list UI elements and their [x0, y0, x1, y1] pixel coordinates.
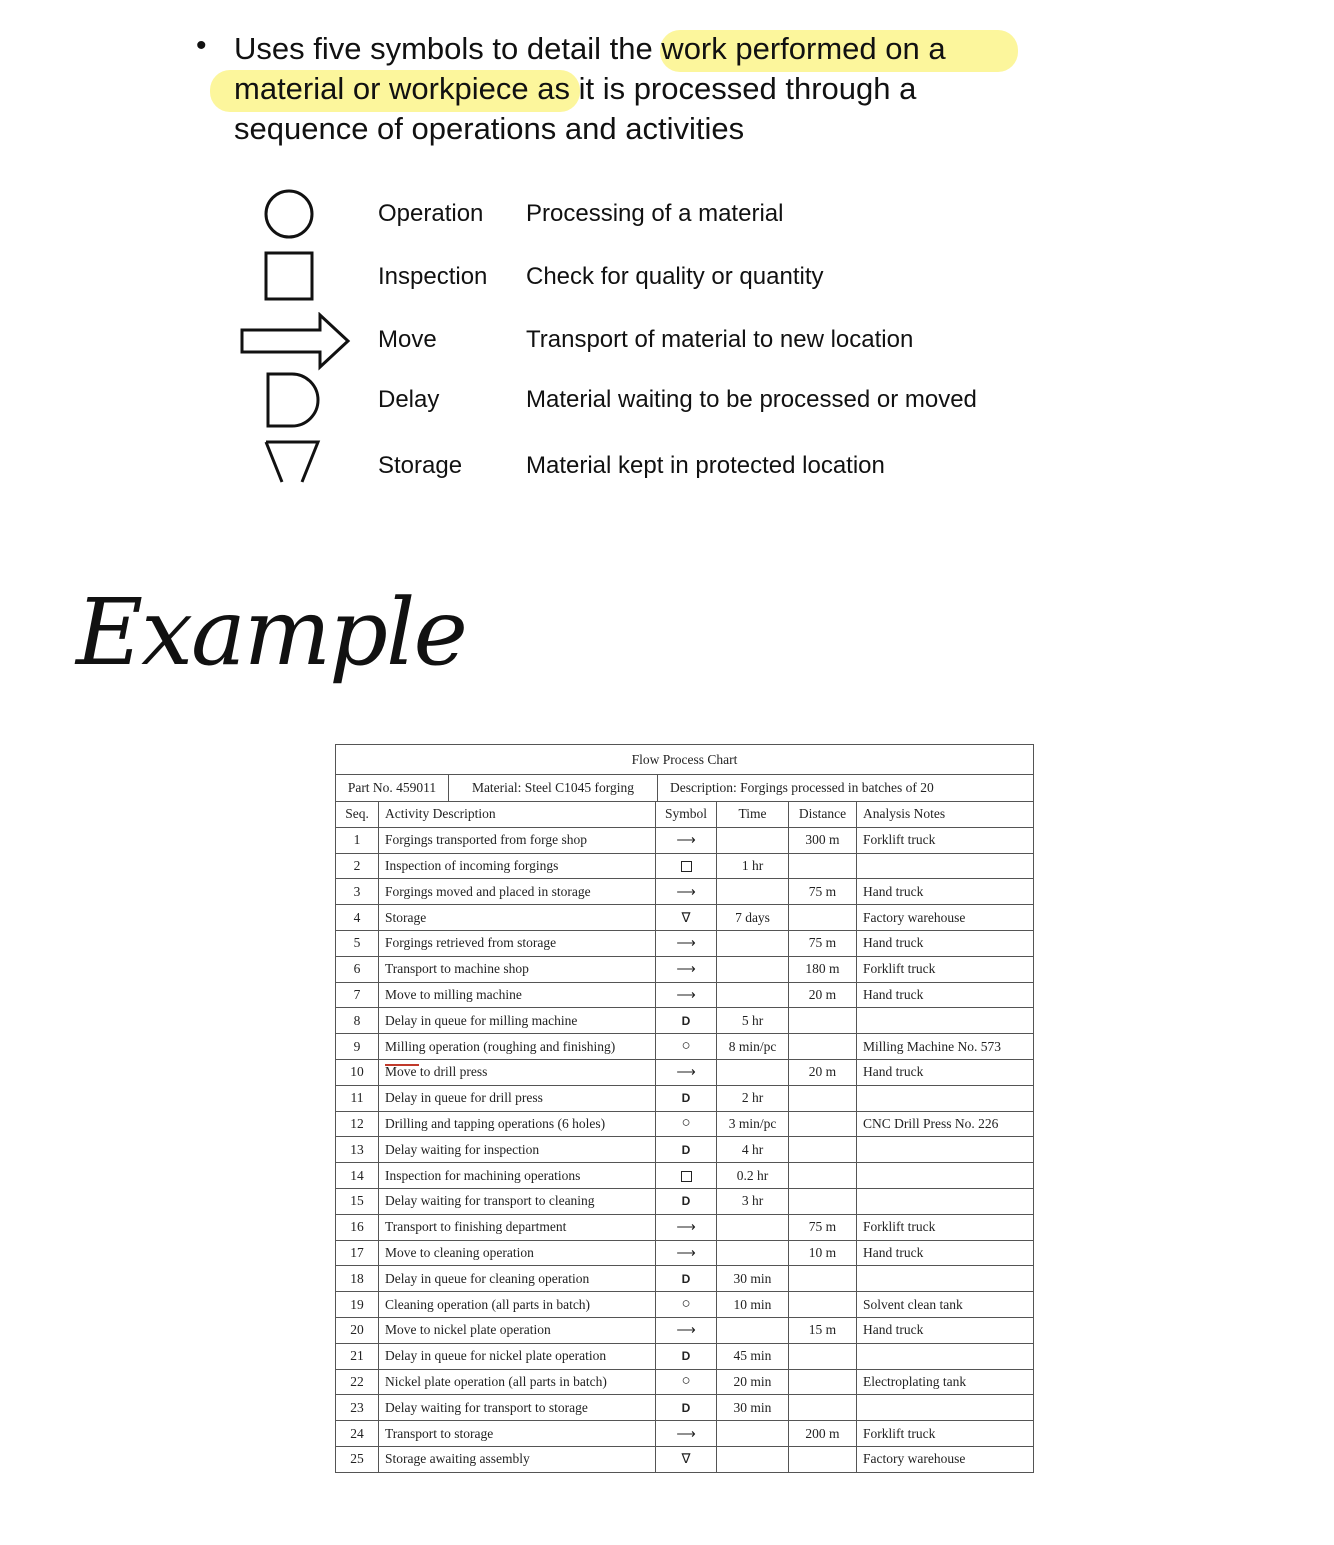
- seq-cell: 12: [336, 1111, 379, 1137]
- distance-cell: 300 m: [789, 827, 857, 853]
- legend-label: Storage: [378, 452, 463, 479]
- handwritten-example-heading: Example: [76, 579, 466, 686]
- table-row: [336, 930, 1034, 956]
- legend-label: Delay: [378, 386, 440, 413]
- triangle-down-icon: ∇: [681, 1451, 691, 1467]
- distance-cell: [789, 1292, 857, 1318]
- distance-cell: [789, 853, 857, 879]
- arrow-icon: ⟶: [676, 935, 696, 951]
- seq-cell: 24: [336, 1421, 379, 1447]
- activity-cell: Storage awaiting assembly: [379, 1446, 656, 1472]
- arrow-icon: ⟶: [676, 883, 696, 899]
- distance-cell: 75 m: [789, 1214, 857, 1240]
- seq-cell: 10: [336, 1059, 379, 1085]
- table-row: [336, 1292, 1034, 1318]
- notes-cell: [857, 1395, 1034, 1421]
- distance-cell: 10 m: [789, 1240, 857, 1266]
- distance-cell: [789, 1446, 857, 1472]
- symbol-cell: [656, 1292, 717, 1318]
- legend-description: Material kept in protected location: [526, 452, 885, 479]
- time-cell: 3 hr: [717, 1188, 789, 1214]
- circle-icon: ○: [681, 1038, 691, 1055]
- activity-cell: Move to drill press: [379, 1059, 656, 1085]
- arrow-icon: ⟶: [676, 986, 696, 1002]
- symbol-cell: [656, 1421, 717, 1447]
- arrow-icon: ⟶: [676, 1322, 696, 1338]
- time-cell: 10 min: [717, 1292, 789, 1318]
- time-cell: [717, 1421, 789, 1447]
- chart-title-row: [336, 745, 1034, 775]
- header-notes: Analysis Notes: [857, 802, 1034, 828]
- flow-process-chart: [335, 744, 1034, 1473]
- legend-label: Operation: [378, 200, 484, 227]
- distance-cell: 200 m: [789, 1421, 857, 1447]
- seq-cell: 4: [336, 905, 379, 931]
- seq-cell: 1: [336, 827, 379, 853]
- time-cell: 3 min/pc: [717, 1111, 789, 1137]
- symbol-cell: [656, 1085, 717, 1111]
- arrow-icon: ⟶: [676, 1219, 696, 1235]
- symbol-cell: [656, 1343, 717, 1369]
- table-row: [336, 956, 1034, 982]
- table-row: [336, 1111, 1034, 1137]
- notes-cell: [857, 1085, 1034, 1111]
- arrow-icon: ⟶: [676, 961, 696, 977]
- symbol-cell: [656, 1137, 717, 1163]
- square-icon: [240, 249, 352, 309]
- symbol-cell: [656, 982, 717, 1008]
- symbol-cell: [656, 1163, 717, 1189]
- distance-cell: [789, 1008, 857, 1034]
- table-row: [336, 827, 1034, 853]
- notes-cell: Hand truck: [857, 1240, 1034, 1266]
- seq-cell: 23: [336, 1395, 379, 1421]
- activity-cell: Delay waiting for transport to storage: [379, 1395, 656, 1421]
- legend-row-inspection: [240, 249, 1040, 309]
- table-row: [336, 1369, 1034, 1395]
- legend-row-delay: [240, 372, 1040, 432]
- symbol-cell: [656, 879, 717, 905]
- seq-cell: 15: [336, 1188, 379, 1214]
- activity-cell: Transport to machine shop: [379, 956, 656, 982]
- notes-cell: Forklift truck: [857, 1421, 1034, 1447]
- part-number: Part No. 459011: [336, 775, 449, 801]
- notes-cell: Forklift truck: [857, 956, 1034, 982]
- legend-row-move: [240, 312, 1040, 372]
- intro-highlighted-text: material or workpiece a: [234, 71, 555, 106]
- time-cell: 30 min: [717, 1266, 789, 1292]
- arrow-icon: [240, 312, 352, 372]
- header-activity: Activity Description: [379, 802, 656, 828]
- legend-description: Processing of a material: [526, 200, 784, 227]
- notes-cell: Forklift truck: [857, 1214, 1034, 1240]
- arrow-icon: ⟶: [676, 1244, 696, 1260]
- symbol-cell: [656, 1446, 717, 1472]
- header-distance: Distance: [789, 802, 857, 828]
- distance-cell: 75 m: [789, 930, 857, 956]
- time-cell: [717, 827, 789, 853]
- notes-cell: [857, 1188, 1034, 1214]
- material: Material: Steel C1045 forging: [449, 775, 658, 801]
- circle-icon: ○: [681, 1373, 691, 1390]
- legend-row-operation: [240, 186, 1040, 246]
- notes-cell: [857, 853, 1034, 879]
- seq-cell: 25: [336, 1446, 379, 1472]
- seq-cell: 3: [336, 879, 379, 905]
- table-row: [336, 982, 1034, 1008]
- delay-d-icon: D: [681, 1091, 691, 1106]
- symbol-cell: [656, 930, 717, 956]
- table-row: [336, 905, 1034, 931]
- legend-label: Move: [378, 326, 437, 353]
- activity-cell: Forgings retrieved from storage: [379, 930, 656, 956]
- symbol-cell: [656, 1266, 717, 1292]
- notes-cell: Hand truck: [857, 879, 1034, 905]
- time-cell: 20 min: [717, 1369, 789, 1395]
- distance-cell: [789, 1111, 857, 1137]
- symbol-cell: [656, 1214, 717, 1240]
- delay-d-icon: D: [681, 1271, 691, 1286]
- activity-cell: Inspection for machining operations: [379, 1163, 656, 1189]
- seq-cell: 7: [336, 982, 379, 1008]
- arrow-icon: ⟶: [676, 1064, 696, 1080]
- seq-cell: 19: [336, 1292, 379, 1318]
- activity-cell: Forgings moved and placed in storage: [379, 879, 656, 905]
- table-row: [336, 1085, 1034, 1111]
- square-icon: [681, 861, 692, 872]
- distance-cell: [789, 1137, 857, 1163]
- distance-cell: [789, 1395, 857, 1421]
- time-cell: [717, 1240, 789, 1266]
- symbol-cell: [656, 853, 717, 879]
- distance-cell: [789, 1343, 857, 1369]
- symbol-cell: [656, 1059, 717, 1085]
- symbol-cell: [656, 956, 717, 982]
- header-seq: Seq.: [336, 802, 379, 828]
- time-cell: 30 min: [717, 1395, 789, 1421]
- intro-text: s it is processed through a: [554, 71, 917, 106]
- time-cell: 2 hr: [717, 1085, 789, 1111]
- seq-cell: 5: [336, 930, 379, 956]
- notes-cell: [857, 1137, 1034, 1163]
- seq-cell: 8: [336, 1008, 379, 1034]
- intro-line-1: [234, 29, 946, 69]
- intro-highlighted-text: work performed on a: [652, 31, 946, 66]
- notes-cell: Electroplating tank: [857, 1369, 1034, 1395]
- notes-cell: Hand truck: [857, 1317, 1034, 1343]
- time-cell: 7 days: [717, 905, 789, 931]
- time-cell: [717, 930, 789, 956]
- table-row: [336, 1317, 1034, 1343]
- delay-d-icon: D: [681, 1013, 691, 1028]
- seq-cell: 20: [336, 1317, 379, 1343]
- time-cell: [717, 956, 789, 982]
- distance-cell: [789, 1188, 857, 1214]
- arrow-icon: ⟶: [676, 1425, 696, 1441]
- notes-cell: Solvent clean tank: [857, 1292, 1034, 1318]
- notes-cell: Forklift truck: [857, 827, 1034, 853]
- distance-cell: 75 m: [789, 879, 857, 905]
- intro-text: Uses five symbols to detail the: [234, 31, 653, 66]
- time-cell: [717, 982, 789, 1008]
- seq-cell: 13: [336, 1137, 379, 1163]
- distance-cell: [789, 1266, 857, 1292]
- table-row: [336, 1214, 1034, 1240]
- seq-cell: 18: [336, 1266, 379, 1292]
- time-cell: 4 hr: [717, 1137, 789, 1163]
- notes-cell: [857, 1343, 1034, 1369]
- time-cell: 0.2 hr: [717, 1163, 789, 1189]
- table-row: [336, 1446, 1034, 1472]
- table-row: [336, 1188, 1034, 1214]
- table-row: [336, 1163, 1034, 1189]
- activity-cell: Delay in queue for milling machine: [379, 1008, 656, 1034]
- time-cell: [717, 1446, 789, 1472]
- delay-d-icon: [240, 372, 352, 432]
- delay-d-icon: D: [681, 1142, 691, 1157]
- activity-cell: Transport to storage: [379, 1421, 656, 1447]
- bullet: •: [196, 29, 207, 62]
- symbol-cell: [656, 1317, 717, 1343]
- seq-cell: 2: [336, 853, 379, 879]
- table-row: [336, 1137, 1034, 1163]
- activity-cell: Move to milling machine: [379, 982, 656, 1008]
- distance-cell: 20 m: [789, 982, 857, 1008]
- legend-label: Inspection: [378, 263, 488, 290]
- distance-cell: [789, 1163, 857, 1189]
- activity-cell: Delay waiting for transport to cleaning: [379, 1188, 656, 1214]
- table-row: [336, 1059, 1034, 1085]
- activity-cell: Transport to finishing department: [379, 1214, 656, 1240]
- intro-line-3: sequence of operations and activities: [234, 111, 745, 146]
- time-cell: 5 hr: [717, 1008, 789, 1034]
- circle-icon: ○: [681, 1296, 691, 1313]
- symbol-cell: [656, 1240, 717, 1266]
- square-icon: [681, 1171, 692, 1182]
- time-cell: 1 hr: [717, 853, 789, 879]
- notes-cell: CNC Drill Press No. 226: [857, 1111, 1034, 1137]
- activity-cell: Forgings transported from forge shop: [379, 827, 656, 853]
- notes-cell: Milling Machine No. 573: [857, 1034, 1034, 1060]
- distance-cell: [789, 905, 857, 931]
- legend-description: Material waiting to be processed or moved: [526, 386, 977, 413]
- seq-cell: 11: [336, 1085, 379, 1111]
- time-cell: 8 min/pc: [717, 1034, 789, 1060]
- notes-cell: Hand truck: [857, 982, 1034, 1008]
- table-row: [336, 1266, 1034, 1292]
- seq-cell: 6: [336, 956, 379, 982]
- notes-cell: Hand truck: [857, 1059, 1034, 1085]
- seq-cell: 14: [336, 1163, 379, 1189]
- seq-cell: 16: [336, 1214, 379, 1240]
- activity-cell: Nickel plate operation (all parts in batch): [379, 1369, 656, 1395]
- time-cell: 45 min: [717, 1343, 789, 1369]
- table-row: [336, 1421, 1034, 1447]
- notes-cell: [857, 1266, 1034, 1292]
- table-row: [336, 1240, 1034, 1266]
- notes-cell: [857, 1163, 1034, 1189]
- activity-cell: Inspection of incoming forgings: [379, 853, 656, 879]
- seq-cell: 9: [336, 1034, 379, 1060]
- distance-cell: 180 m: [789, 956, 857, 982]
- activity-cell: Storage: [379, 905, 656, 931]
- notes-cell: [857, 1008, 1034, 1034]
- legend-row-storage: [240, 438, 1040, 498]
- activity-cell: Delay in queue for nickel plate operation: [379, 1343, 656, 1369]
- activity-cell: Milling operation (roughing and finishing): [379, 1034, 656, 1060]
- notes-cell: Factory warehouse: [857, 905, 1034, 931]
- time-cell: [717, 1214, 789, 1240]
- table-header-row: [336, 802, 1034, 828]
- distance-cell: [789, 1085, 857, 1111]
- distance-cell: [789, 1034, 857, 1060]
- chart-info-row: [336, 775, 1034, 802]
- description: Description: Forgings processed in batches of 20: [670, 780, 934, 795]
- symbol-cell: [656, 1395, 717, 1421]
- symbol-cell: [656, 905, 717, 931]
- header-time: Time: [717, 802, 789, 828]
- activity-cell: Delay waiting for inspection: [379, 1137, 656, 1163]
- activity-cell: Move to cleaning operation: [379, 1240, 656, 1266]
- delay-d-icon: D: [681, 1194, 691, 1209]
- table-row: [336, 853, 1034, 879]
- symbol-cell: [656, 1369, 717, 1395]
- symbol-cell: [656, 1111, 717, 1137]
- time-cell: [717, 1059, 789, 1085]
- distance-cell: 20 m: [789, 1059, 857, 1085]
- arrow-icon: ⟶: [676, 832, 696, 848]
- table-row: [336, 879, 1034, 905]
- activity-cell: Drilling and tapping operations (6 holes): [379, 1111, 656, 1137]
- time-cell: [717, 1317, 789, 1343]
- table-row: [336, 1034, 1034, 1060]
- legend-description: Check for quality or quantity: [526, 263, 824, 290]
- time-cell: [717, 879, 789, 905]
- activity-cell: Delay in queue for cleaning operation: [379, 1266, 656, 1292]
- circle-icon: [240, 186, 352, 246]
- circle-icon: ○: [681, 1115, 691, 1132]
- table-row: [336, 1008, 1034, 1034]
- intro-line-2: [234, 69, 916, 109]
- symbol-cell: [656, 1008, 717, 1034]
- distance-cell: 15 m: [789, 1317, 857, 1343]
- header-symbol: Symbol: [656, 802, 717, 828]
- notes-cell: Factory warehouse: [857, 1446, 1034, 1472]
- chart-title: Flow Process Chart: [336, 745, 1034, 775]
- symbol-cell: [656, 1034, 717, 1060]
- seq-cell: 17: [336, 1240, 379, 1266]
- triangle-down-icon: ∇: [681, 909, 691, 925]
- activity-cell: Move to nickel plate operation: [379, 1317, 656, 1343]
- table-row: [336, 1343, 1034, 1369]
- delay-d-icon: D: [681, 1400, 691, 1415]
- seq-cell: 21: [336, 1343, 379, 1369]
- activity-cell: Delay in queue for drill press: [379, 1085, 656, 1111]
- delay-d-icon: D: [681, 1349, 691, 1364]
- legend-description: Transport of material to new location: [526, 326, 914, 353]
- symbol-cell: [656, 1188, 717, 1214]
- triangle-down-icon: [240, 438, 352, 498]
- distance-cell: [789, 1369, 857, 1395]
- seq-cell: 22: [336, 1369, 379, 1395]
- symbol-cell: [656, 827, 717, 853]
- notes-cell: Hand truck: [857, 930, 1034, 956]
- table-row: [336, 1395, 1034, 1421]
- activity-cell: Cleaning operation (all parts in batch): [379, 1292, 656, 1318]
